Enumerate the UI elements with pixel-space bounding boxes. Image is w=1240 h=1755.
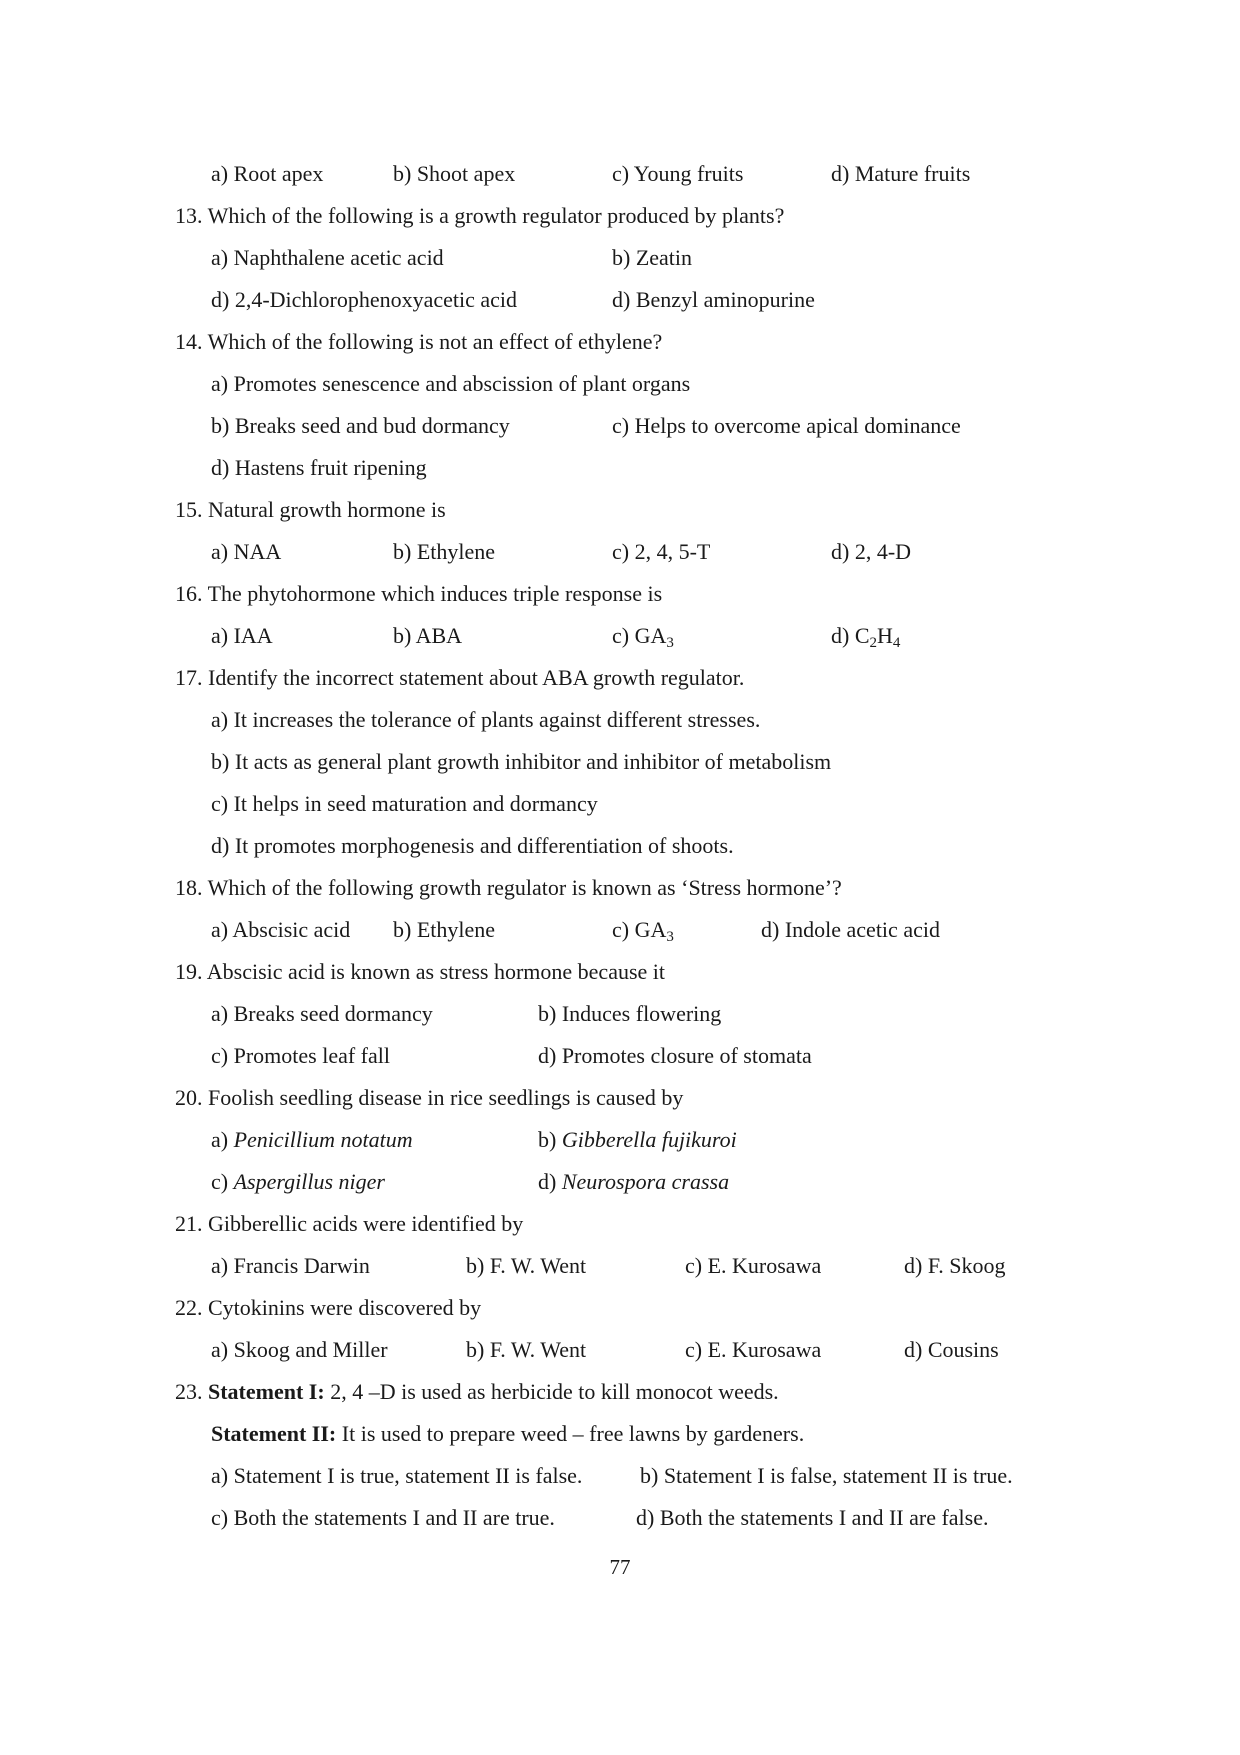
- q15-stem: 15. Natural growth hormone is: [175, 497, 446, 522]
- q16-option-d-subscript-2: 4: [892, 635, 901, 651]
- q15-option-c: c) 2, 4, 5-T: [612, 539, 711, 564]
- q18-option-d: d) Indole acetic acid: [761, 917, 940, 942]
- q12-option-b: b) Shoot apex: [393, 161, 516, 186]
- q16-option-d-text: d) C: [831, 623, 870, 648]
- q13-option-a: a) Naphthalene acetic acid: [211, 245, 444, 270]
- q20-option-d: [538, 1168, 729, 1196]
- q13-option-b: b) Zeatin: [612, 245, 693, 270]
- q17-stem: 17. Identify the incorrect statement about ABA growth regulator.: [175, 665, 745, 690]
- page-number-text: 77: [609, 1555, 631, 1579]
- q16-option-b: b) ABA: [393, 623, 463, 648]
- q22-option-b: b) F. W. Went: [466, 1337, 587, 1362]
- q13-option-c: d) 2,4-Dichlorophenoxyacetic acid: [211, 287, 518, 312]
- q18-option-b: b) Ethylene: [393, 917, 496, 942]
- q20-option-c: [211, 1168, 385, 1196]
- q13-option-d: d) Benzyl aminopurine: [612, 287, 815, 312]
- q19-option-a: a) Breaks seed dormancy: [211, 1001, 433, 1026]
- q23-statement-1-text: 2, 4 –D is used as herbicide to kill monocot weeds.: [324, 1379, 779, 1404]
- q15-option-d: d) 2, 4-D: [831, 539, 912, 564]
- q18-option-c-subscript: 3: [666, 929, 674, 945]
- q17-option-d: d) It promotes morphogenesis and differentiation of shoots.: [211, 833, 734, 858]
- q23-statement-1: [175, 1378, 779, 1406]
- q13-stem: 13. Which of the following is a growth regulator produced by plants?: [175, 203, 785, 228]
- q23-statement-2-text: It is used to prepare weed – free lawns by gardeners.: [336, 1421, 805, 1446]
- q23-option-c: c) Both the statements I and II are true.: [211, 1505, 555, 1530]
- q20-option-c-name: Aspergillus niger: [233, 1169, 385, 1194]
- q16-option-d-subscript-1: 2: [869, 635, 877, 651]
- q20-option-d-label: d): [538, 1169, 562, 1194]
- q21-option-c: c) E. Kurosawa: [685, 1253, 822, 1278]
- q20-stem: 20. Foolish seedling disease in rice seedlings is caused by: [175, 1085, 684, 1110]
- q21-option-d: d) F. Skoog: [904, 1253, 1006, 1278]
- q18-option-a: a) Abscisic acid: [211, 917, 351, 942]
- q23-statement-2-label: Statement II:: [211, 1421, 337, 1446]
- q20-option-a-label: a): [211, 1127, 234, 1152]
- q16-option-c-text: c) GA: [612, 623, 667, 648]
- q16-option-c-subscript: 3: [666, 635, 674, 651]
- q23-option-b: b) Statement I is false, statement II is true.: [640, 1463, 1013, 1488]
- q17-option-a: a) It increases the tolerance of plants against different stresses.: [211, 707, 761, 732]
- q15-option-b: b) Ethylene: [393, 539, 496, 564]
- q22-option-a: a) Skoog and Miller: [211, 1337, 388, 1362]
- q23-number: 23.: [175, 1379, 208, 1404]
- q12-option-d: d) Mature fruits: [831, 161, 971, 186]
- q18-stem: 18. Which of the following growth regulator is known as ‘Stress hormone’?: [175, 875, 842, 900]
- q23-option-a: a) Statement I is true, statement II is false.: [211, 1463, 583, 1488]
- q16-option-c: [612, 622, 674, 650]
- q16-option-d-mid: H: [877, 623, 893, 648]
- q18-option-c: [612, 916, 674, 944]
- q20-option-b-name: Gibberella fujikuroi: [561, 1127, 737, 1152]
- q17-option-c: c) It helps in seed maturation and dormancy: [211, 791, 598, 816]
- q22-option-c: c) E. Kurosawa: [685, 1337, 822, 1362]
- q16-option-a: a) IAA: [211, 623, 273, 648]
- q14-option-a: a) Promotes senescence and abscission of plant organs: [211, 371, 691, 396]
- q17-option-b: b) It acts as general plant growth inhibitor and inhibitor of metabolism: [211, 749, 832, 774]
- q21-option-b: b) F. W. Went: [466, 1253, 587, 1278]
- q19-stem: 19. Abscisic acid is known as stress hormone because it: [175, 959, 666, 984]
- q23-statement-1-label: Statement I:: [208, 1379, 325, 1404]
- q15-option-a: a) NAA: [211, 539, 282, 564]
- q19-option-b: b) Induces flowering: [538, 1001, 722, 1026]
- q16-option-d: [831, 622, 900, 650]
- q20-option-d-name: Neurospora crassa: [561, 1169, 730, 1194]
- q20-option-b: [538, 1126, 737, 1154]
- q20-option-c-label: c): [211, 1169, 234, 1194]
- q19-option-c: c) Promotes leaf fall: [211, 1043, 390, 1068]
- q22-option-d: d) Cousins: [904, 1337, 999, 1362]
- q21-stem: 21. Gibberellic acids were identified by: [175, 1211, 524, 1236]
- q23-option-d: d) Both the statements I and II are false.: [636, 1505, 989, 1530]
- q14-stem: 14. Which of the following is not an effect of ethylene?: [175, 329, 663, 354]
- q21-option-a: a) Francis Darwin: [211, 1253, 370, 1278]
- q18-option-c-text: c) GA: [612, 917, 667, 942]
- q23-statement-2: [211, 1420, 804, 1448]
- q20-option-b-label: b): [538, 1127, 562, 1152]
- q20-option-a-name: Penicillium notatum: [233, 1127, 413, 1152]
- q12-option-c: c) Young fruits: [612, 161, 744, 186]
- q14-option-d: d) Hastens fruit ripening: [211, 455, 427, 480]
- q19-option-d: d) Promotes closure of stomata: [538, 1043, 812, 1068]
- q20-option-a: [211, 1126, 413, 1154]
- q12-option-a: a) Root apex: [211, 161, 324, 186]
- q22-stem: 22. Cytokinins were discovered by: [175, 1295, 482, 1320]
- q14-option-b: b) Breaks seed and bud dormancy: [211, 413, 510, 438]
- q16-stem: 16. The phytohormone which induces triple response is: [175, 581, 663, 606]
- q14-option-c: c) Helps to overcome apical dominance: [612, 413, 961, 438]
